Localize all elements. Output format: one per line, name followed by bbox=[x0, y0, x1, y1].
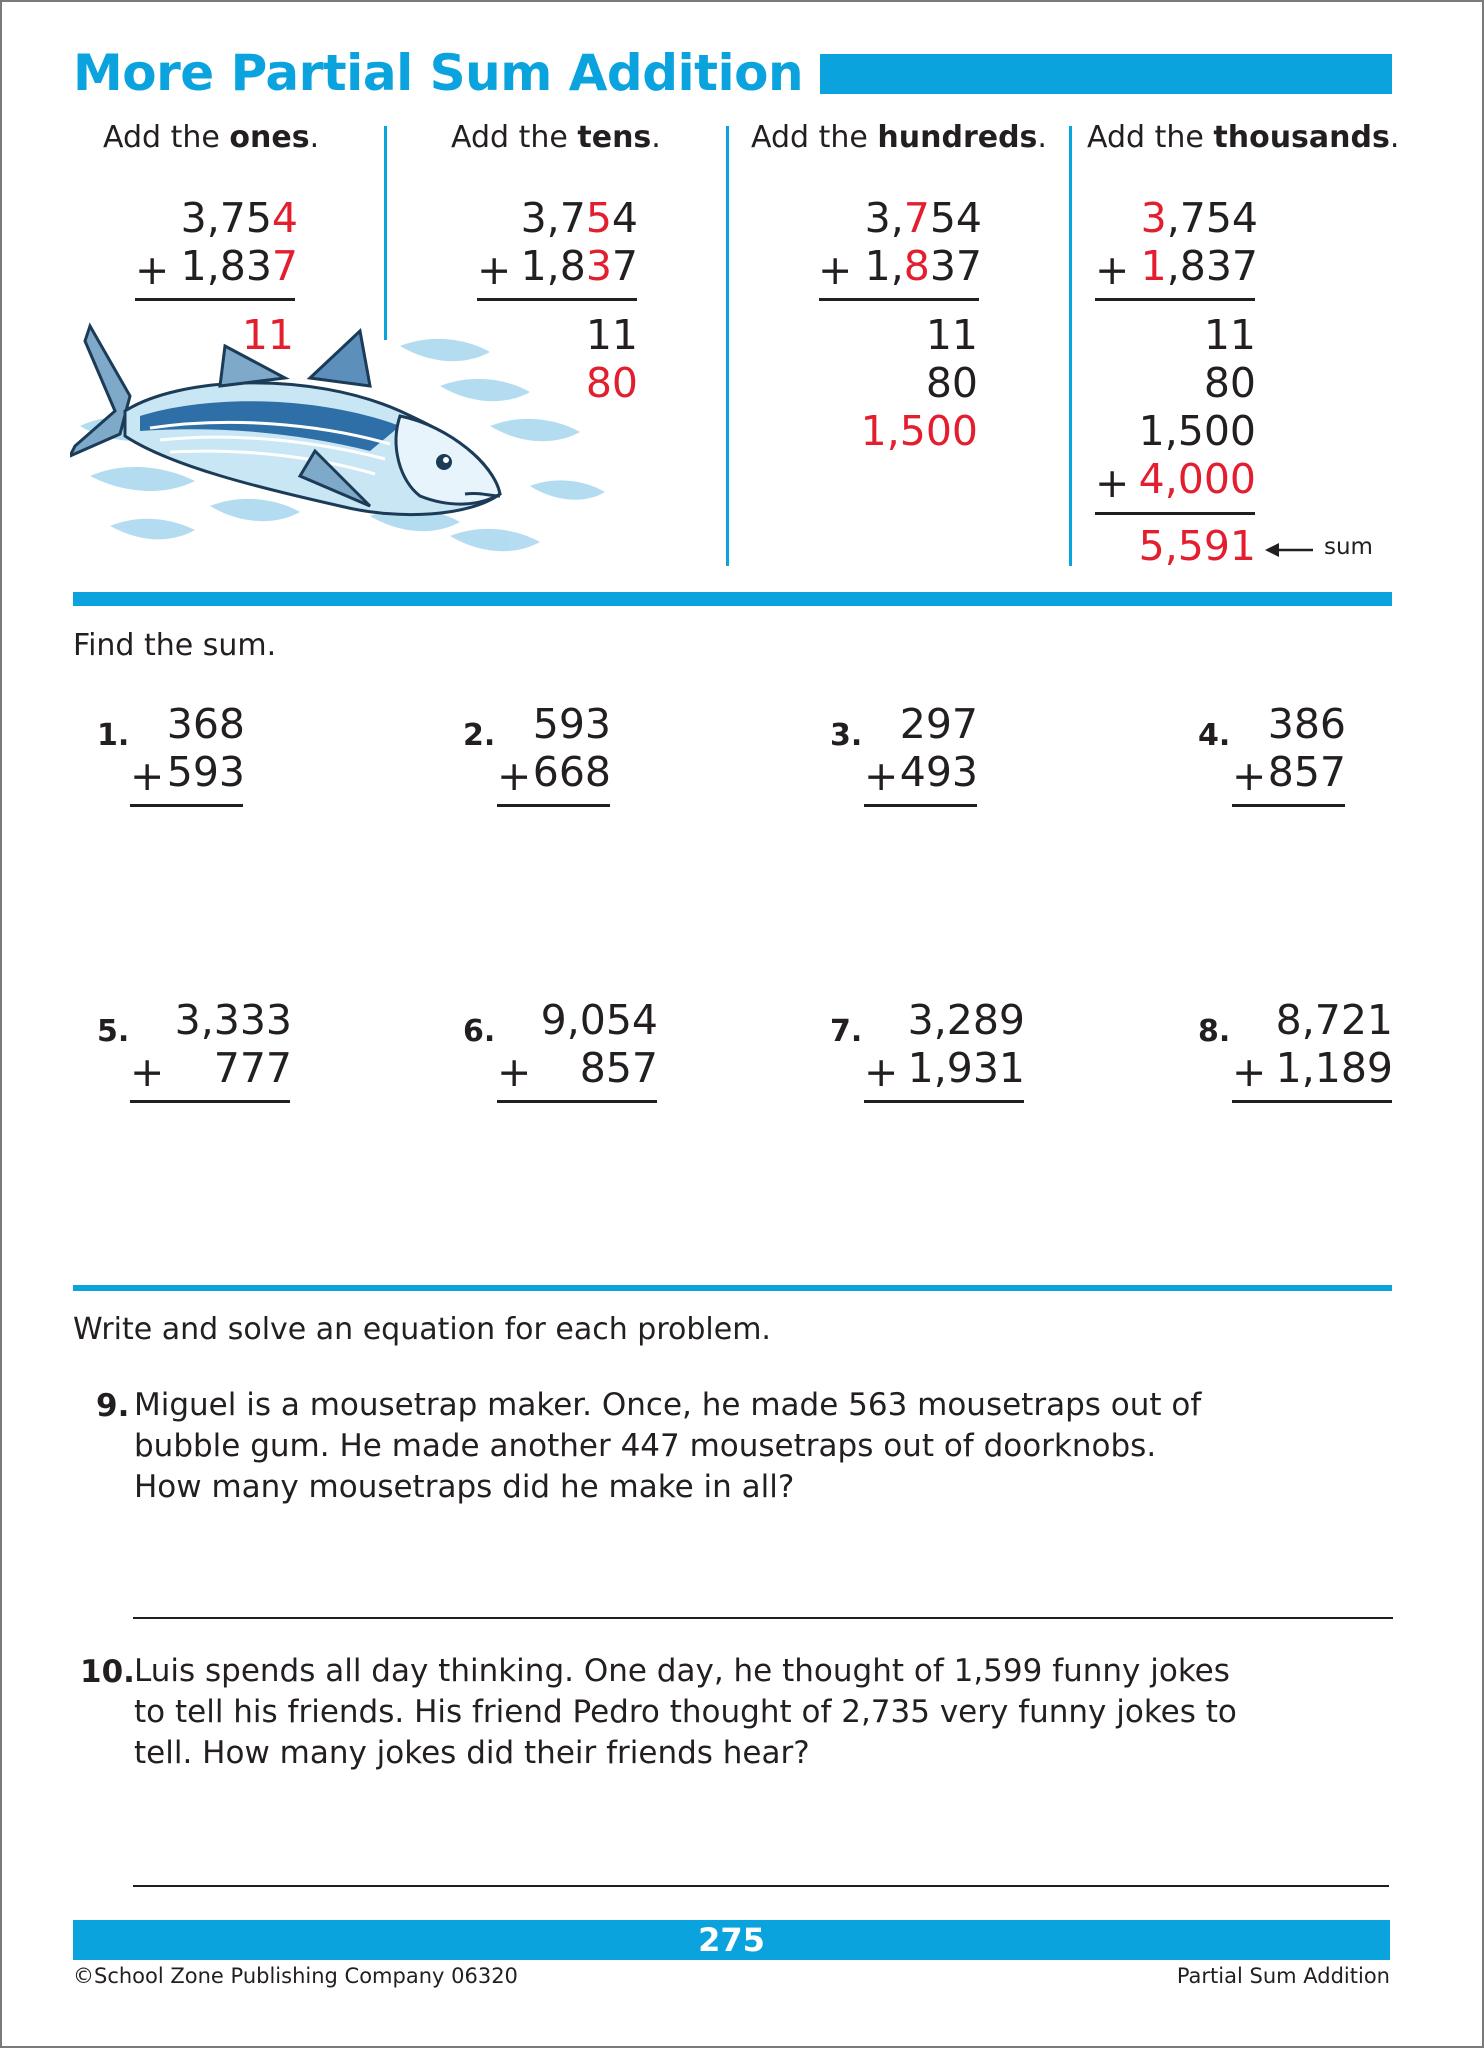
problem-9-text: Miguel is a mousetrap maker. Once, he made 563 mousetraps out of bubble gum. He made another 447 mousetraps out of doorknobs. How many mousetraps did he make in all? bbox=[134, 1387, 1202, 1505]
problem-2-label: 2. bbox=[463, 718, 496, 753]
hundreds-bottom-number: 1,837 bbox=[864, 242, 982, 290]
heading-tens: Add the tens. bbox=[451, 120, 661, 155]
problem-6-label: 6. bbox=[463, 1014, 496, 1049]
problem-2-bottom: 668 bbox=[532, 748, 611, 796]
ones-plus-sign: + bbox=[135, 246, 170, 294]
problem-6-answer-rule bbox=[497, 1100, 657, 1103]
problem-5-answer-rule bbox=[130, 1100, 290, 1103]
sum-label: sum bbox=[1324, 534, 1373, 560]
thousands-partial-tens: 80 bbox=[1203, 359, 1256, 407]
problem-4-label: 4. bbox=[1198, 718, 1231, 753]
hundreds-partial-hundreds: 1,500 bbox=[860, 407, 978, 455]
hundreds-partial-ones: 11 bbox=[925, 311, 978, 359]
title-bar-decoration bbox=[820, 54, 1392, 94]
problem-5-bottom: 777 bbox=[213, 1044, 292, 1092]
problem-3-plus: + bbox=[864, 752, 899, 800]
problem-5-plus: + bbox=[130, 1048, 165, 1096]
example-sum: 5,591 bbox=[1138, 522, 1256, 570]
problem-2-answer-rule bbox=[497, 804, 610, 807]
section-divider-2 bbox=[73, 1285, 1392, 1291]
problem-3-answer-rule bbox=[864, 804, 977, 807]
problem-4-top: 386 bbox=[1267, 700, 1346, 748]
tens-top-number: 3,754 bbox=[520, 194, 638, 242]
thousands-top-number: 3,754 bbox=[1140, 194, 1258, 242]
sum-arrow-icon bbox=[1263, 540, 1315, 560]
thousands-plus-sign: + bbox=[1095, 246, 1130, 294]
page-number: 275 bbox=[698, 1921, 765, 1959]
problem-1-answer-rule bbox=[130, 804, 243, 807]
ones-answer-rule bbox=[135, 298, 295, 301]
heading-hundreds: Add the hundreds. bbox=[751, 120, 1047, 155]
thousands-sum-rule bbox=[1095, 512, 1255, 515]
thousands-partial-thousands: 4,000 bbox=[1138, 455, 1256, 503]
copyright-text: ©School Zone Publishing Company 06320 bbox=[73, 1964, 518, 1988]
problem-10-answer-line[interactable] bbox=[133, 1885, 1389, 1887]
problem-8-plus: + bbox=[1232, 1048, 1267, 1096]
thousands-answer-rule bbox=[1095, 298, 1255, 301]
ones-top-number: 3,754 bbox=[180, 194, 298, 242]
problem-4-plus: + bbox=[1232, 752, 1267, 800]
problem-3-label: 3. bbox=[830, 718, 863, 753]
tens-partial-ones: 11 bbox=[585, 311, 638, 359]
column-divider-1 bbox=[384, 126, 387, 340]
tens-bottom-number: 1,837 bbox=[520, 242, 638, 290]
thousands-bottom-number: 1,837 bbox=[1140, 242, 1258, 290]
problem-7-top: 3,289 bbox=[907, 996, 1025, 1044]
section-divider-1 bbox=[73, 592, 1392, 606]
problem-9-answer-line[interactable] bbox=[133, 1617, 1393, 1619]
footer-topic: Partial Sum Addition bbox=[1176, 1964, 1390, 1988]
tens-answer-rule bbox=[477, 298, 637, 301]
problem-10-label: 10. bbox=[80, 1654, 135, 1690]
problem-4-answer-rule bbox=[1232, 804, 1345, 807]
problem-6-bottom: 857 bbox=[579, 1044, 658, 1092]
problem-1-bottom: 593 bbox=[166, 748, 245, 796]
problem-9-label: 9. bbox=[96, 1388, 130, 1424]
column-divider-3 bbox=[1069, 126, 1072, 566]
problem-1-top: 368 bbox=[166, 700, 245, 748]
problem-8-answer-rule bbox=[1232, 1100, 1392, 1103]
heading-thousands: Add the thousands. bbox=[1087, 120, 1400, 155]
problem-3-bottom: 493 bbox=[899, 748, 978, 796]
hundreds-answer-rule bbox=[819, 298, 979, 301]
problem-2-plus: + bbox=[497, 752, 532, 800]
find-sum-prompt: Find the sum. bbox=[73, 628, 277, 663]
problem-7-answer-rule bbox=[864, 1100, 1024, 1103]
problem-1-plus: + bbox=[130, 752, 165, 800]
tens-partial-tens: 80 bbox=[585, 359, 638, 407]
page-title: More Partial Sum Addition bbox=[73, 44, 804, 102]
ones-bottom-number: 1,837 bbox=[180, 242, 298, 290]
problem-7-plus: + bbox=[864, 1048, 899, 1096]
problem-6-top: 9,054 bbox=[540, 996, 658, 1044]
tens-plus-sign: + bbox=[477, 246, 512, 294]
problem-1-label: 1. bbox=[97, 718, 130, 753]
ones-partial: 11 bbox=[241, 311, 294, 359]
thousands-partial-ones: 11 bbox=[1203, 311, 1256, 359]
problem-7-label: 7. bbox=[830, 1014, 863, 1049]
heading-ones: Add the ones. bbox=[103, 120, 320, 155]
problem-8-top: 8,721 bbox=[1275, 996, 1393, 1044]
problem-6-plus: + bbox=[497, 1048, 532, 1096]
problem-10-text: Luis spends all day thinking. One day, he thought of 1,599 funny jokes to tell his friends. His friend Pedro thought of 2,735 very funny jokes to tell. How many jokes did their friends hear? bbox=[134, 1653, 1237, 1771]
thousands-partial-hundreds: 1,500 bbox=[1138, 407, 1256, 455]
hundreds-top-number: 3,754 bbox=[864, 194, 982, 242]
hundreds-plus-sign: + bbox=[818, 246, 853, 294]
problem-4-bottom: 857 bbox=[1267, 748, 1346, 796]
problem-8-label: 8. bbox=[1198, 1014, 1231, 1049]
hundreds-partial-tens: 80 bbox=[925, 359, 978, 407]
problem-3-top: 297 bbox=[899, 700, 978, 748]
column-divider-2 bbox=[726, 126, 729, 566]
problem-5-label: 5. bbox=[97, 1014, 130, 1049]
problem-2-top: 593 bbox=[532, 700, 611, 748]
problem-8-bottom: 1,189 bbox=[1275, 1044, 1393, 1092]
thousands-sum-plus-sign: + bbox=[1095, 459, 1130, 507]
equation-prompt: Write and solve an equation for each problem. bbox=[73, 1312, 771, 1347]
problem-5-top: 3,333 bbox=[174, 996, 292, 1044]
problem-7-bottom: 1,931 bbox=[907, 1044, 1025, 1092]
